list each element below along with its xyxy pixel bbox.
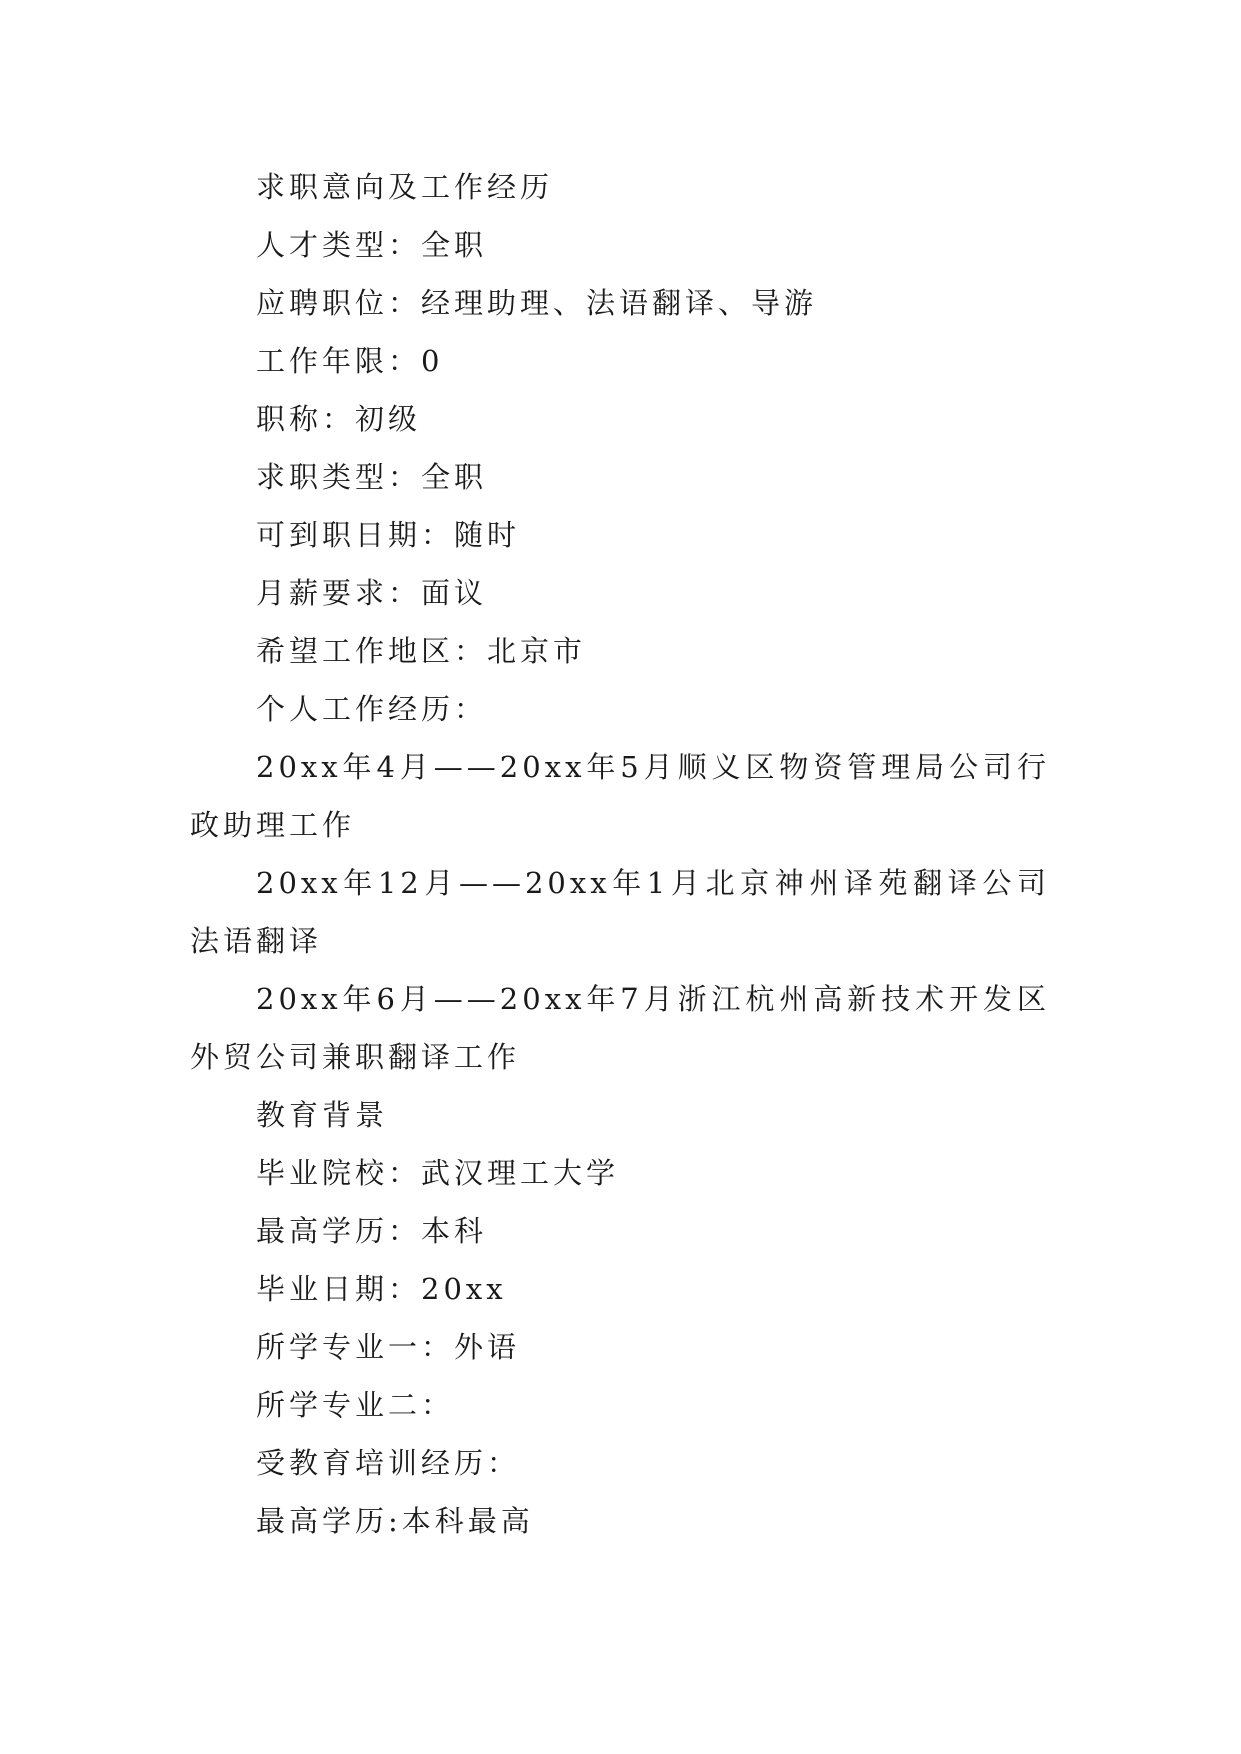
field-major-one: 所学专业一：外语 bbox=[256, 1330, 521, 1364]
field-job-type: 求职类型：全职 bbox=[256, 460, 488, 494]
field-title: 职称：初级 bbox=[256, 402, 422, 436]
field-school: 毕业院校：武汉理工大学 bbox=[256, 1156, 620, 1190]
section-heading-education: 教育背景 bbox=[256, 1098, 389, 1132]
field-position: 应聘职位：经理助理、法语翻译、导游 bbox=[256, 286, 818, 320]
field-available-date: 可到职日期：随时 bbox=[256, 518, 521, 552]
field-salary: 月薪要求：面议 bbox=[256, 576, 488, 610]
field-talent-type: 人才类型：全职 bbox=[256, 228, 488, 262]
field-highest-degree-detail: 最高学历:本科最高 bbox=[256, 1504, 534, 1538]
work-history-item: 20xx年6月——20xx年7月浙江杭州高新技术开发区外贸公司兼职翻译工作 bbox=[190, 982, 1050, 1074]
work-history-item: 20xx年4月——20xx年5月顺义区物资管理局公司行政助理工作 bbox=[190, 750, 1050, 842]
field-highest-degree: 最高学历：本科 bbox=[256, 1214, 488, 1248]
field-work-years: 工作年限：0 bbox=[256, 344, 444, 378]
work-history-item: 20xx年12月——20xx年1月北京神州译苑翻译公司法语翻译 bbox=[190, 866, 1050, 958]
section-heading-job-intent: 求职意向及工作经历 bbox=[256, 170, 554, 204]
section-heading-training: 受教育培训经历： bbox=[256, 1446, 521, 1480]
document-body bbox=[190, 158, 1050, 1550]
field-major-two: 所学专业二： bbox=[256, 1388, 455, 1422]
field-work-location: 希望工作地区：北京市 bbox=[256, 634, 587, 668]
field-graduation-date: 毕业日期：20xx bbox=[256, 1272, 507, 1306]
section-heading-work-history: 个人工作经历： bbox=[256, 692, 488, 726]
